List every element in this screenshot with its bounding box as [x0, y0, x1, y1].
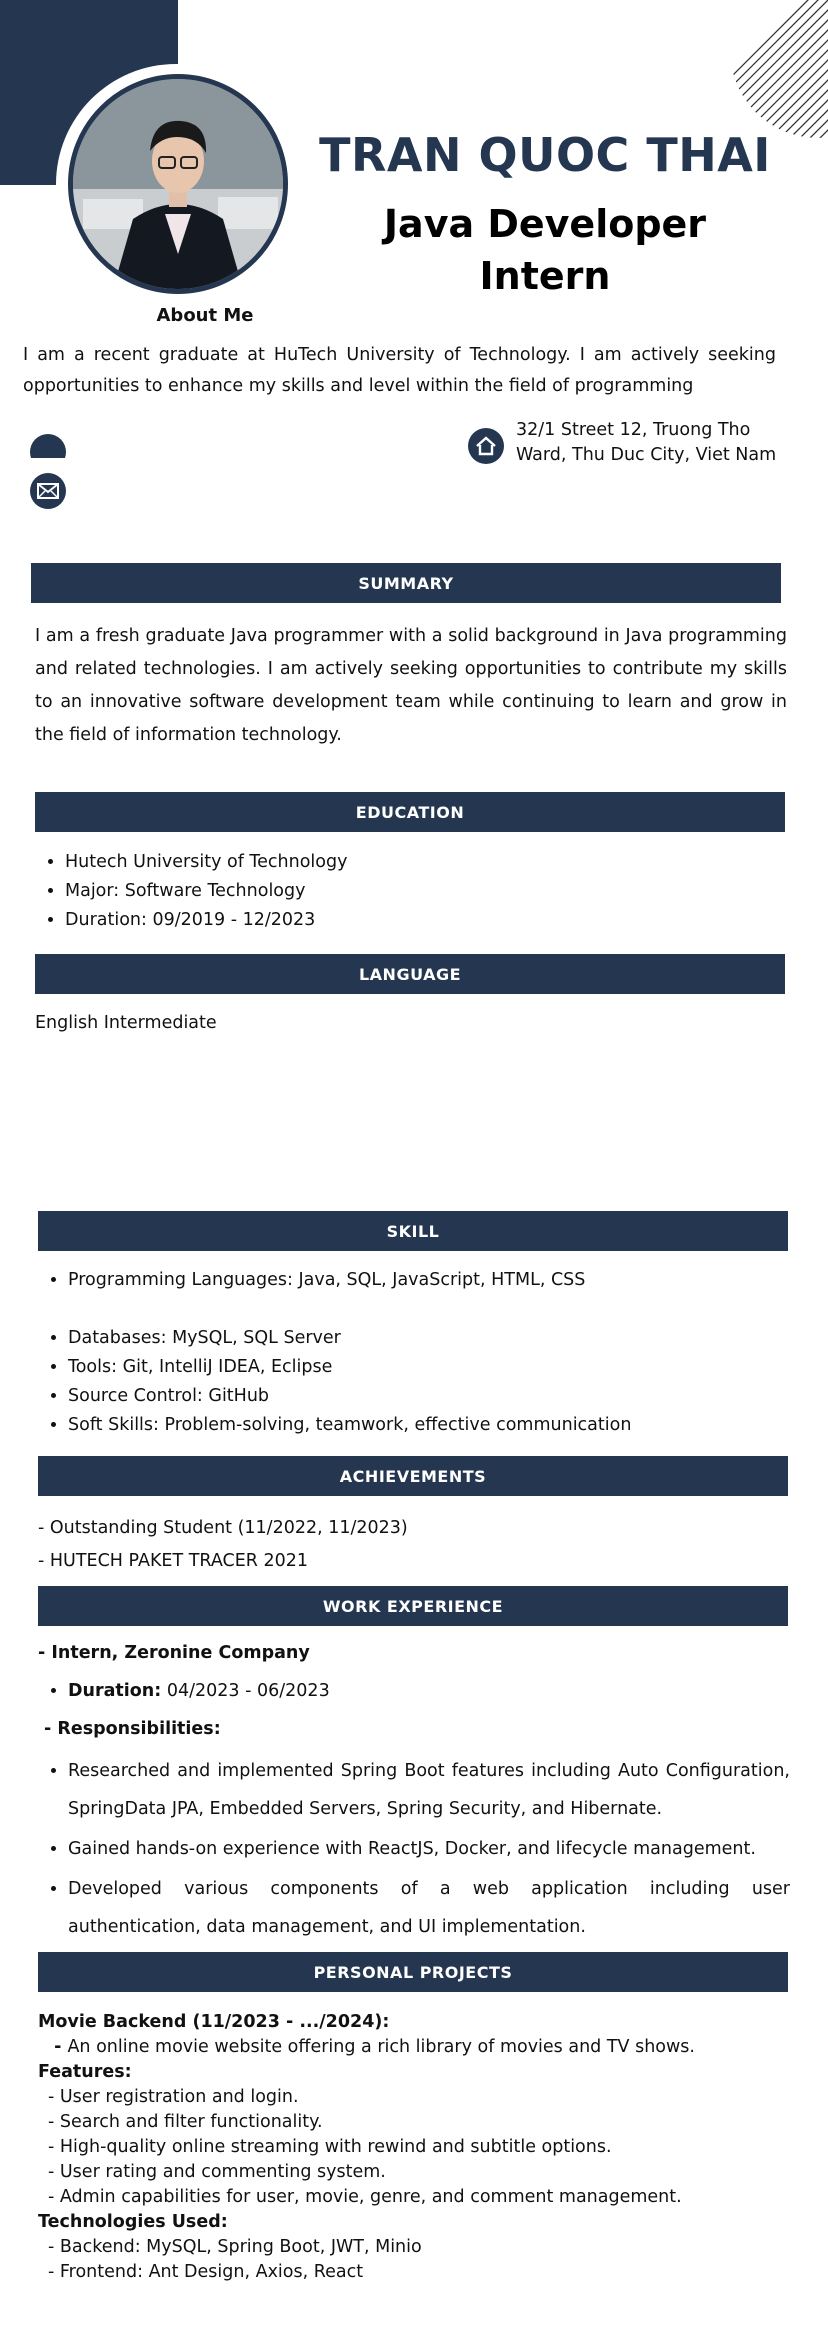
job-title — [350, 198, 740, 302]
full-name: TRAN QUOC THAI — [319, 128, 771, 182]
list-item: - Outstanding Student (11/2022, 11/2023) — [38, 1518, 408, 1538]
work-duration — [68, 1676, 790, 1706]
language-header: LANGUAGE — [35, 954, 785, 994]
list-item: - HUTECH PAKET TRACER 2021 — [38, 1551, 309, 1571]
list-item: - Backend: MySQL, Spring Boot, JWT, Minio — [48, 2237, 422, 2257]
list-item: • Gained hands-on experience with ReactJS, Docker, and lifecycle management. — [68, 1830, 790, 1868]
list-item: - User rating and commenting system. — [48, 2162, 386, 2182]
list-item: • Tools: Git, IntelliJ IDEA, Eclipse — [68, 1353, 778, 1382]
phone-icon — [30, 434, 66, 458]
about-title: About Me — [156, 305, 254, 326]
duration-value: 04/2023 - 06/2023 — [166, 1681, 330, 1701]
responsibilities-title: - Responsibilities: — [44, 1719, 221, 1739]
work-section — [38, 1638, 790, 1948]
tech-title: Technologies Used: — [38, 2212, 228, 2232]
phone-icon-partial — [30, 424, 66, 458]
summary-header: SUMMARY — [31, 563, 781, 603]
work-organization: - Intern, Zeronine Company — [38, 1643, 310, 1663]
list-item: - Search and filter functionality. — [48, 2112, 323, 2132]
list-item: • Soft Skills: Problem-solving, teamwork, effective communication — [68, 1411, 778, 1440]
education-list — [35, 848, 735, 935]
list-item: - User registration and login. — [48, 2087, 299, 2107]
list-item: • Hutech University of Technology — [65, 848, 735, 877]
profile-photo — [68, 74, 288, 294]
summary-text: I am a fresh graduate Java programmer with a solid background in Java programming and related technologies. I am actively seeking opportunities to contribute my skills to an innovative software development team while continuing to learn and grow in the field of information technology. — [35, 626, 787, 745]
list-item: - High-quality online streaming with rewind and subtitle options. — [48, 2137, 612, 2157]
language-text: English Intermediate — [35, 1013, 217, 1033]
achievements-header: ACHIEVEMENTS — [38, 1456, 788, 1496]
work-header: WORK EXPERIENCE — [38, 1586, 788, 1626]
list-item: • Databases: MySQL, SQL Server — [68, 1324, 778, 1353]
project-name: Movie Backend (11/2023 - .../2024): — [38, 2012, 390, 2032]
projects-header: PERSONAL PROJECTS — [38, 1952, 788, 1992]
list-item: • Source Control: GitHub — [68, 1382, 778, 1411]
duration-label: Duration: — [68, 1681, 162, 1701]
education-header: EDUCATION — [35, 792, 785, 832]
job-title-line-1: Java Developer — [383, 202, 707, 246]
skill-header: SKILL — [38, 1211, 788, 1251]
achievements-list — [38, 1512, 408, 1578]
list-item: - Frontend: Ant Design, Axios, React — [48, 2262, 364, 2282]
list-item: - Admin capabilities for user, movie, genre, and comment management. — [48, 2187, 682, 2207]
home-icon — [468, 428, 504, 464]
features-title: Features: — [38, 2062, 132, 2082]
list-item: • Major: Software Technology — [65, 877, 735, 906]
list-item — [68, 1295, 778, 1324]
project-description: An online movie website offering a rich library of movies and TV shows. — [67, 2037, 695, 2057]
mail-icon — [30, 473, 66, 509]
list-item: • Researched and implemented Spring Boot features including Auto Configuration, SpringData JPA, Embedded Servers, Spring Security, and Hibernate. — [68, 1752, 790, 1828]
skill-list — [38, 1266, 778, 1440]
about-text: I am a recent graduate at HuTech University of Technology. I am actively seeking opportunities to enhance my skills and level within the field of programming — [23, 345, 776, 396]
address-text: 32/1 Street 12, Truong Tho Ward, Thu Duc City, Viet Nam — [516, 420, 777, 465]
list-item: • Duration: 09/2019 - 12/2023 — [65, 906, 735, 935]
list-item: • Developed various components of a web application including user authentication, data management, and UI implementation. — [68, 1870, 790, 1946]
job-title-line-2: Intern — [479, 254, 611, 298]
projects-section — [38, 2010, 790, 2285]
project-description-row: - An online movie website offering a rich library of movies and TV shows. — [48, 2037, 695, 2057]
list-item: • Programming Languages: Java, SQL, JavaScript, HTML, CSS — [68, 1266, 778, 1295]
